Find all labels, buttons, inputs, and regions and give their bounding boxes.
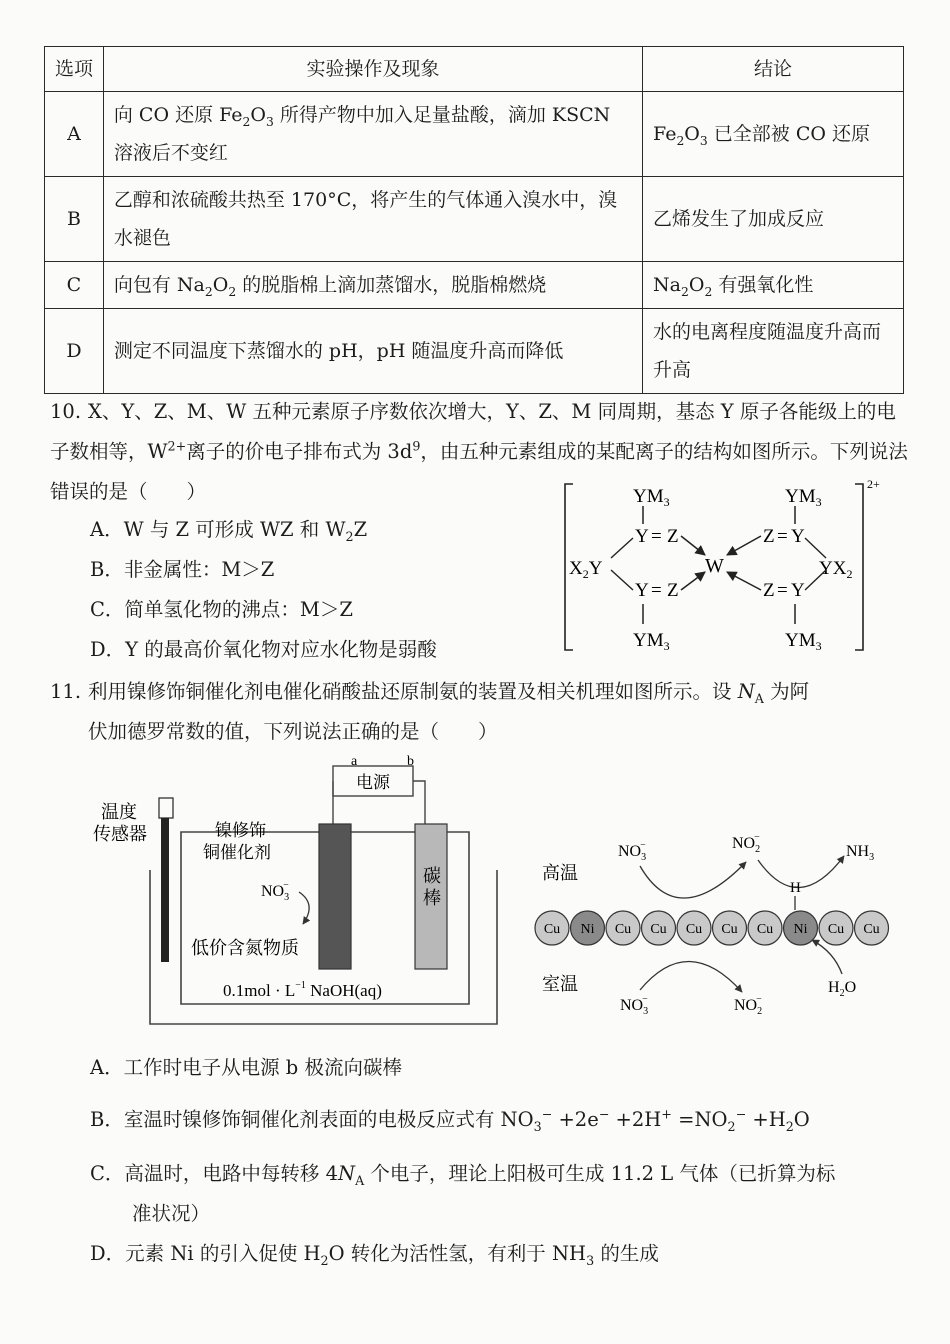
question-stem: X、Y、Z、M、W 五种元素原子序数依次增大，Y、Z、M 同周期，基态 Y 原子各能级上的电子数相等，$W^{2+}$离子的价电子排布式为 $3d^9$，由五种元素组成的某配离子的结构如图所示。下列说法错误的是（ ） <box>50 400 908 503</box>
terminal-b-label: b <box>407 754 414 769</box>
h2o-label: $H_2O$ <box>828 979 857 999</box>
product-label: 低价含氮物质 <box>191 938 299 958</box>
header-conclusion: 结论 <box>643 47 904 92</box>
row-label: C <box>45 262 104 309</box>
row-label: B <box>45 177 104 262</box>
ym3-bottom-left: $YM_3$ <box>633 630 670 653</box>
atom-label: Cu <box>685 922 703 937</box>
q11-option-c-cont: 准状况） <box>132 1202 211 1225</box>
row-conclusion: 水的电离程度随温度升高而升高 <box>643 309 904 394</box>
y-upper-left: Y <box>635 526 649 547</box>
y-lower-right: Y <box>791 580 805 601</box>
table-row <box>45 262 904 309</box>
sensor-head <box>159 798 173 818</box>
atom-label: Cu <box>863 922 880 937</box>
question-11 <box>50 672 920 712</box>
high-no3: $NO_3-$ <box>618 840 647 863</box>
active-h-label: H <box>790 880 801 896</box>
y-upper-right: Y <box>791 526 805 547</box>
catalyst-label-2: 铜催化剂 <box>203 843 271 862</box>
metal-w: W <box>705 555 724 577</box>
right-bracket <box>855 484 863 650</box>
power-label: 电源 <box>356 773 390 792</box>
row-operation: 向包有 $Na_2O_2$ 的脱脂棉上滴加蒸馏水，脱脂棉燃烧 <box>103 262 642 309</box>
carbon-rod-label-2: 棒 <box>423 888 441 908</box>
z-upper-right: Z <box>763 526 775 547</box>
q10-option-b: B．非金属性：M＞Z <box>90 558 275 581</box>
high-temp-label: 高温 <box>542 863 578 883</box>
header-option: 选项 <box>45 47 104 92</box>
svg-text:=: = <box>651 580 662 601</box>
electrolysis-apparatus <box>85 752 515 1037</box>
svg-text:=: = <box>651 526 662 547</box>
mechanism-diagram <box>528 812 908 1032</box>
y-lower-left: Y <box>635 580 649 601</box>
yx2-right: $YX_2$ <box>819 558 853 581</box>
high-nh3: $NH_3$ <box>846 843 875 863</box>
atom-label: Cu <box>650 922 667 937</box>
electrolyte-label: $0.1mol \cdot L^{-1}$ NaOH(aq) <box>223 980 382 1000</box>
table-row <box>45 92 904 177</box>
question-number: 10. <box>50 400 82 423</box>
question-stem-line2: 伏加德罗常数的值，下列说法正确的是（ ） <box>88 720 498 743</box>
atom-label: Cu <box>756 922 774 937</box>
high-no2: $NO_2-$ <box>732 832 761 855</box>
row-label: A <box>45 92 104 177</box>
sensor-probe <box>161 818 169 962</box>
question-stem-line1: 利用镍修饰铜催化剂电催化硝酸盐还原制氨的装置及相关机理如图所示。设 $N_A$ 为阿 <box>88 680 810 706</box>
catalyst-surface-atoms <box>535 911 889 945</box>
room-no3: $NO_3-$ <box>620 994 649 1017</box>
sensor-label-1: 温度 <box>101 802 137 822</box>
ym3-top-right: $YM_3$ <box>785 486 822 509</box>
table-header-row <box>45 47 904 92</box>
atom-label: Cu <box>614 922 632 937</box>
z-lower-right: Z <box>763 580 775 601</box>
svg-text:=: = <box>777 580 788 601</box>
terminal-a-label: a <box>351 754 358 769</box>
wire-b <box>413 781 425 824</box>
ym3-bottom-right: $YM_3$ <box>785 630 822 653</box>
ym3-top-left: $YM_3$ <box>633 486 670 509</box>
z-upper-left: Z <box>667 526 679 547</box>
nitrate-label: $NO_3-$ <box>261 880 290 903</box>
row-operation: 测定不同温度下蒸馏水的 pH，pH 随温度升高而降低 <box>103 309 642 394</box>
complex-ion-structure <box>555 472 895 667</box>
row-conclusion: 乙烯发生了加成反应 <box>643 177 904 262</box>
room-temp-label: 室温 <box>542 974 578 994</box>
atom-label: Cu <box>721 922 738 937</box>
experiment-table <box>44 46 904 394</box>
q11-option-c: C．高温时，电路中每转移 $4N_A$ 个电子，理论上阳极可生成 11.2 L 气体（已折算为标 <box>90 1162 836 1188</box>
sensor-label-2: 传感器 <box>93 824 147 844</box>
row-conclusion: $Na_2O_2$ 有强氧化性 <box>643 262 904 309</box>
table-row <box>45 177 904 262</box>
atom-label: Ni <box>580 922 595 937</box>
header-operation: 实验操作及现象 <box>103 47 642 92</box>
room-no2: $NO_2-$ <box>734 994 763 1017</box>
row-conclusion: $Fe_2O_3$ 已全部被 CO 还原 <box>643 92 904 177</box>
charge-label: 2+ <box>867 477 880 491</box>
svg-text:=: = <box>777 526 788 547</box>
q10-option-a: A．W 与 Z 可形成 WZ 和 $W_2Z$ <box>90 518 368 544</box>
q10-option-d: D．Y 的最高价氧化物对应水化物是弱酸 <box>90 638 437 661</box>
table-row <box>45 309 904 394</box>
q11-option-b: B．室温时镍修饰铜催化剂表面的电极反应式有 $NO_3^- +2e^- +2H^+ =NO_2^- +H_2O$ <box>90 1106 810 1134</box>
q10-option-c: C．简单氢化物的沸点：M＞Z <box>90 598 353 621</box>
high-arrow-1 <box>640 862 746 898</box>
room-arrow <box>640 961 742 992</box>
nitrate-arrow <box>299 892 309 924</box>
atom-label: Ni <box>793 922 808 937</box>
catalyst-electrode <box>319 824 351 969</box>
atom-label: Cu <box>827 922 845 937</box>
q11-option-a: A．工作时电子从电源 b 极流向碳棒 <box>90 1056 402 1079</box>
row-operation: 乙醇和浓硫酸共热至 170°C，将产生的气体通入溴水中，溴水褪色 <box>103 177 642 262</box>
high-arrow-2 <box>758 856 844 888</box>
row-operation: 向 CO 还原 $Fe_2O_3$ 所得产物中加入足量盐酸，滴加 KSCN 溶液后不变红 <box>103 92 642 177</box>
q11-option-d: D．元素 Ni 的引入促使 $H_2O$ 转化为活性氢，有利于 $NH_3$ 的生成 <box>90 1242 659 1268</box>
z-lower-left: Z <box>667 580 679 601</box>
row-label: D <box>45 309 104 394</box>
atom-label: Cu <box>543 922 561 937</box>
question-number: 11. <box>50 680 82 703</box>
carbon-rod-label-1: 碳 <box>423 866 441 886</box>
x2y-left: $X_2Y$ <box>569 558 603 581</box>
catalyst-label-1: 镍修饰 <box>215 821 266 840</box>
